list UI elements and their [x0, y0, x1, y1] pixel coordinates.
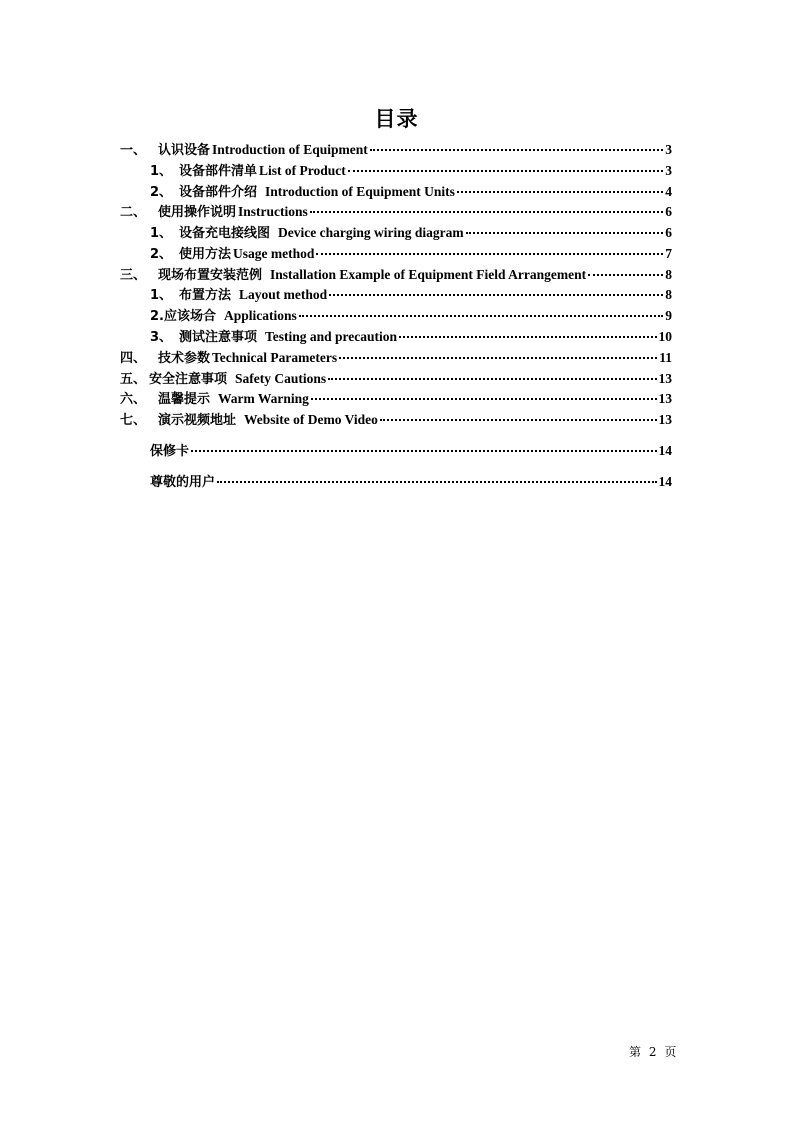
toc-dot-leader [311, 385, 657, 400]
toc-entry-english-title: Safety Cautions [235, 371, 327, 386]
toc-dot-leader [329, 281, 663, 296]
toc-entry-page: 13 [658, 412, 672, 427]
toc-entry-chinese-title: 技术参数 [158, 351, 211, 366]
toc-dot-leader [217, 468, 656, 483]
toc-entry-chinese-title: 温馨提示 [158, 392, 211, 407]
toc-entry-english-title: Warm Warning [218, 391, 309, 406]
toc-entry-number: 三、 [120, 268, 147, 283]
toc-entry-number: 1、 [150, 226, 173, 241]
toc-entry-page: 14 [658, 443, 672, 458]
toc-entry[interactable] [120, 139, 672, 159]
toc-entry-number: 1、 [150, 288, 173, 303]
toc-entry-chinese-title: 应该场合 [163, 309, 216, 324]
toc-entry-number: 二、 [120, 205, 147, 220]
toc-entry[interactable] [150, 222, 672, 242]
toc-dot-leader [191, 437, 656, 452]
toc-dot-leader [310, 198, 663, 213]
toc-dot-leader [299, 302, 663, 317]
toc-dot-leader [457, 178, 663, 193]
toc-entry[interactable] [150, 243, 672, 263]
toc-entry-number: 1、 [150, 164, 173, 179]
toc-dot-leader [399, 323, 656, 338]
toc-entry-chinese-title: 演示视频地址 [158, 413, 237, 428]
toc-entry-english-title: Installation Example of Equipment Field Arrangement [270, 267, 587, 282]
toc-dot-leader [380, 406, 657, 421]
toc-entry-page: 4 [665, 184, 672, 199]
footer-page-number: 2 [648, 1045, 657, 1059]
toc-entry-english-title: List of Product [259, 163, 346, 178]
footer-prefix: 第 [629, 1045, 642, 1059]
toc-entry-english-title: Instructions [238, 204, 308, 219]
toc-entry-page: 6 [665, 204, 672, 219]
toc-entry-page: 13 [658, 371, 672, 386]
toc-entry-page: 7 [665, 246, 672, 261]
toc-dot-leader [588, 261, 663, 276]
toc-entry[interactable] [120, 347, 672, 367]
toc-entry[interactable] [150, 440, 672, 460]
toc-title: 目录 [374, 107, 419, 131]
toc-entry-number: 六、 [120, 392, 147, 407]
toc-entry-chinese-title: 现场布置安装范例 [158, 268, 263, 283]
toc-entry-chinese-title: 布置方法 [179, 288, 232, 303]
toc-entry-chinese-title: 使用方法 [179, 247, 232, 262]
toc-entry-number: 五、 [120, 372, 147, 387]
toc-dot-leader [348, 157, 663, 172]
toc-entry-english-title: Introduction of Equipment [212, 142, 368, 157]
toc-entry-page: 3 [665, 163, 672, 178]
footer-suffix: 页 [664, 1045, 677, 1059]
toc-entry-number: 2、 [150, 247, 173, 262]
toc-entry-chinese-title: 尊敬的用户 [150, 475, 216, 490]
toc-entry[interactable] [120, 388, 672, 408]
toc-entry[interactable] [150, 305, 672, 325]
toc-entry-page: 3 [665, 142, 672, 157]
toc-entry-page: 6 [665, 225, 672, 240]
toc-entry-chinese-title: 设备部件介绍 [179, 185, 258, 200]
toc-entry-number: 2、 [150, 185, 173, 200]
toc-entry-chinese-title: 认识设备 [158, 143, 211, 158]
toc-dot-leader [316, 240, 663, 255]
toc-entry-number: 七、 [120, 413, 147, 428]
toc-entry-chinese-title: 测试注意事项 [179, 330, 258, 345]
toc-entry[interactable] [120, 201, 672, 221]
toc-entry-page: 14 [658, 474, 672, 489]
toc-entry[interactable] [150, 160, 672, 180]
toc-entry-page: 10 [658, 329, 672, 344]
toc-entry-number: 一、 [120, 143, 147, 158]
toc-entry-number: 四、 [120, 351, 147, 366]
toc-entry-chinese-title: 安全注意事项 [149, 372, 228, 387]
toc-entry-number: 2. [150, 309, 164, 324]
toc-dot-leader [370, 136, 663, 151]
toc-entry[interactable] [150, 471, 672, 491]
toc-entry[interactable] [150, 326, 672, 346]
toc-entry-page: 13 [658, 391, 672, 406]
toc-entry-chinese-title: 保修卡 [150, 444, 190, 459]
toc-entry-page: 8 [665, 287, 672, 302]
toc-entry-chinese-title: 设备部件清单 [179, 164, 258, 179]
toc-entry-page: 11 [659, 350, 672, 365]
toc-entry[interactable] [150, 284, 672, 304]
page-footer [629, 1043, 680, 1060]
toc-entry[interactable] [120, 409, 672, 429]
toc-entry-english-title: Website of Demo Video [244, 412, 378, 427]
toc-entry-page: 8 [665, 267, 672, 282]
toc-entry-chinese-title: 设备充电接线图 [179, 226, 271, 241]
toc-entry-english-title: Technical Parameters [212, 350, 338, 365]
toc-entry-english-title: Introduction of Equipment Units [265, 184, 455, 199]
toc-entry-english-title: Layout method [239, 287, 328, 302]
toc-dot-leader [339, 344, 657, 359]
toc-entry-english-title: Device charging wiring diagram [278, 225, 464, 240]
toc-entry-english-title: Testing and precaution [265, 329, 398, 344]
toc-entry-number: 3、 [150, 330, 173, 345]
toc-entry-chinese-title: 使用操作说明 [158, 205, 237, 220]
toc-entry-english-title: Usage method [233, 246, 315, 261]
toc-entry-english-title: Applications [224, 308, 297, 323]
toc-entry-page: 9 [665, 308, 672, 323]
toc-dot-leader [328, 365, 656, 380]
toc-dot-leader [466, 219, 664, 234]
